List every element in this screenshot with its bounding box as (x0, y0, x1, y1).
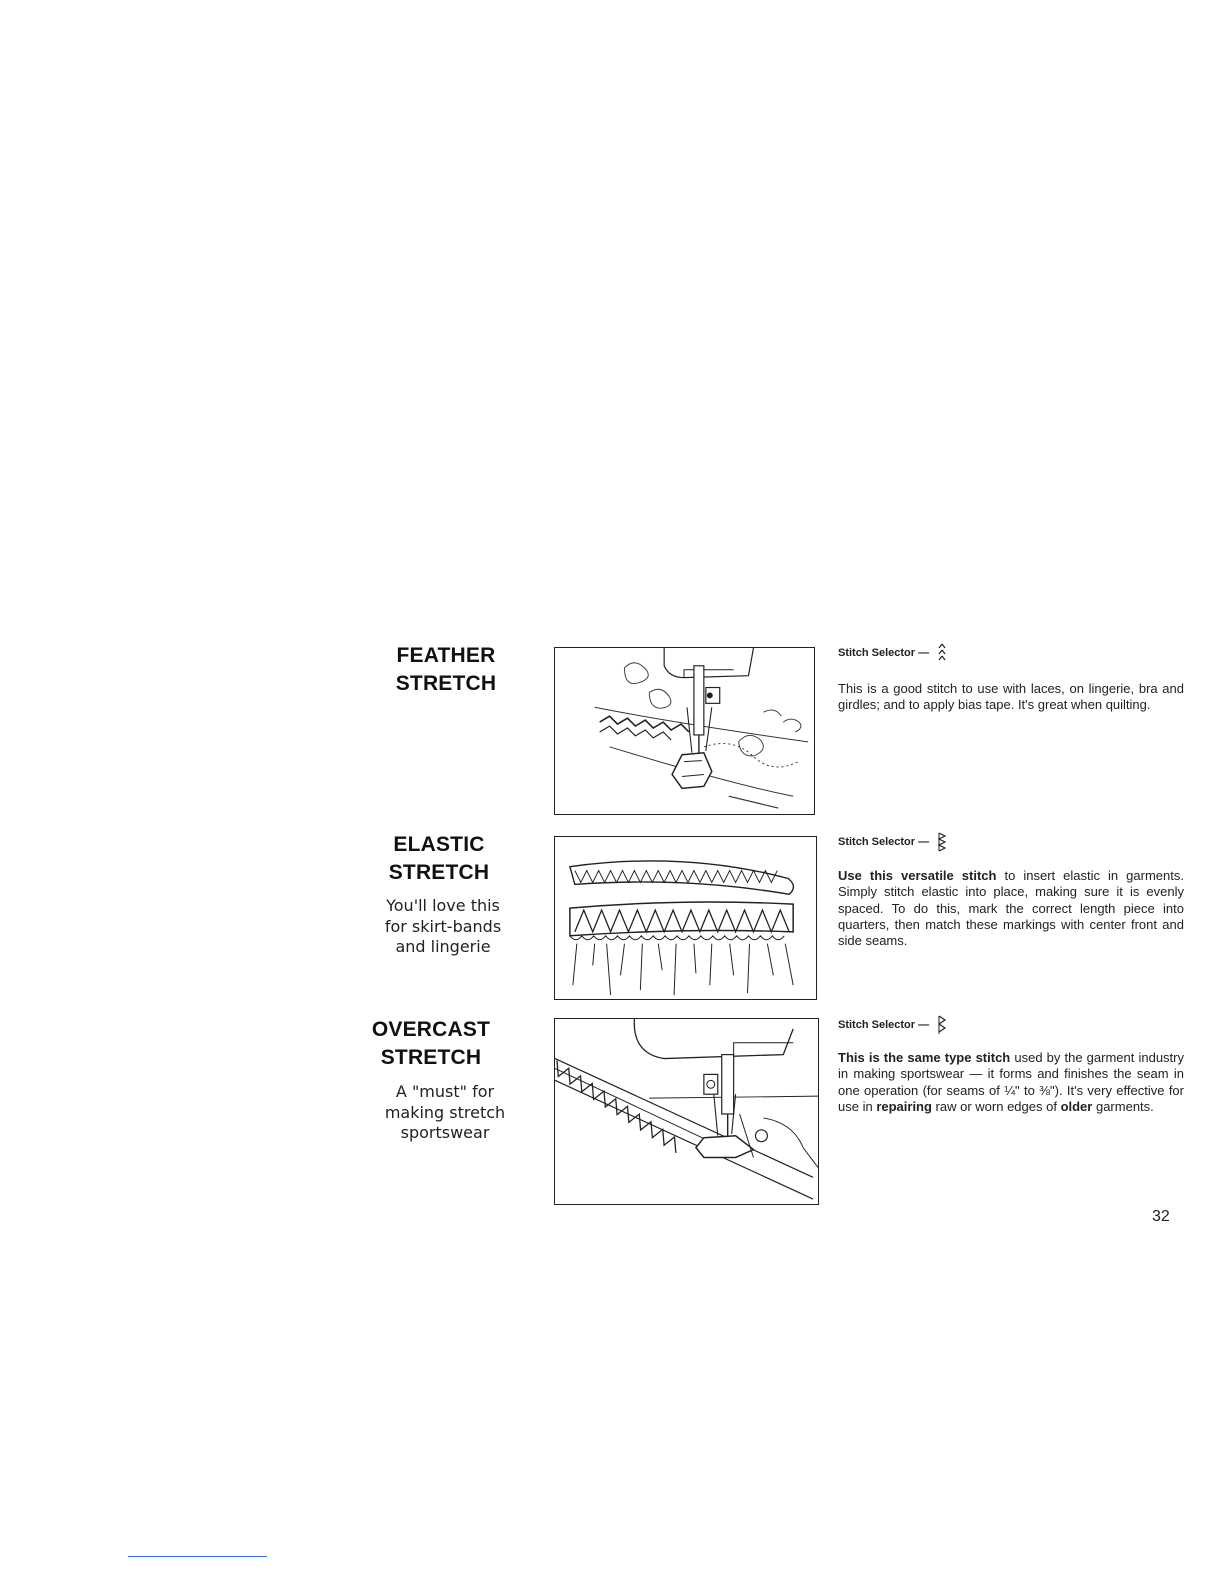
body-text-rest: garments. (1092, 1098, 1154, 1114)
feather-stitch-icon (935, 642, 949, 664)
stitch-selector-overcast (838, 1014, 949, 1036)
stitch-selector-label: Stitch Selector — (838, 1019, 930, 1031)
caption-line: You'll love this (386, 896, 500, 915)
elastic-stretch-description (838, 868, 1184, 949)
overcast-stitch-icon (935, 1014, 949, 1036)
waistband-elastic-figure (555, 837, 816, 999)
caption-line: making stretch (384, 1102, 506, 1122)
title-line: STRETCH (388, 861, 490, 884)
body-text-rest: used by the garment industry in making sportswear — it forms and finishes the seam in one operation (for seams of ¼" to ⅜"). It's very effective for use in (838, 1050, 1185, 1114)
feather-stretch-illustration (554, 647, 815, 815)
page-number: 32 (1152, 1208, 1170, 1225)
stitch-selector-label: Stitch Selector — (838, 836, 930, 848)
body-text-rest: to insert elastic in garments. Simply stitch elastic into place, making sure it is evenly spaced. To do this, mark the correct length piece into quarters, then match these markings with center front and side seams. (838, 868, 1184, 949)
stitch-selector-label: Stitch Selector — (838, 647, 930, 659)
elastic-stretch-caption (368, 896, 518, 958)
body-emphasis: Use this versatile stitch (838, 868, 997, 883)
body-emphasis: older (1060, 1098, 1093, 1114)
title-line: ELASTIC (393, 833, 485, 856)
body-emphasis: This is the same type stitch (838, 1050, 1011, 1065)
title-line: FEATHER (396, 644, 496, 667)
caption-line: for skirt-bands (384, 916, 502, 936)
body-emphasis: repairing (876, 1098, 932, 1114)
elastic-stretch-illustration (554, 836, 817, 1000)
overcast-stretch-caption (370, 1082, 520, 1144)
body-text-rest: raw or worn edges of (931, 1098, 1061, 1114)
caption-line: and lingerie (395, 937, 491, 956)
sewing-foot-feather-figure (555, 648, 814, 814)
overcast-stretch-description (838, 1050, 1184, 1115)
overcast-stretch-illustration (554, 1018, 819, 1205)
stitch-selector-elastic (838, 831, 949, 853)
feather-stretch-description: This is a good stitch to use with laces, on lingerie, bra and girdles; and to apply bias tape. It's great when quilting. (838, 681, 1184, 713)
title-line: STRETCH (380, 1046, 482, 1069)
caption-line: sportswear (400, 1123, 490, 1142)
elastic-stitch-icon (935, 831, 949, 853)
section-title-overcast-stretch (356, 1016, 506, 1072)
title-line: OVERCAST (371, 1018, 491, 1041)
section-title-feather-stretch (371, 642, 521, 698)
stitch-selector-feather (838, 642, 949, 664)
title-line: STRETCH (395, 672, 497, 695)
footer-rule (128, 1556, 267, 1557)
caption-line: A "must" for (395, 1082, 495, 1101)
section-title-elastic-stretch (364, 831, 514, 887)
overcast-seam-figure (555, 1019, 818, 1204)
